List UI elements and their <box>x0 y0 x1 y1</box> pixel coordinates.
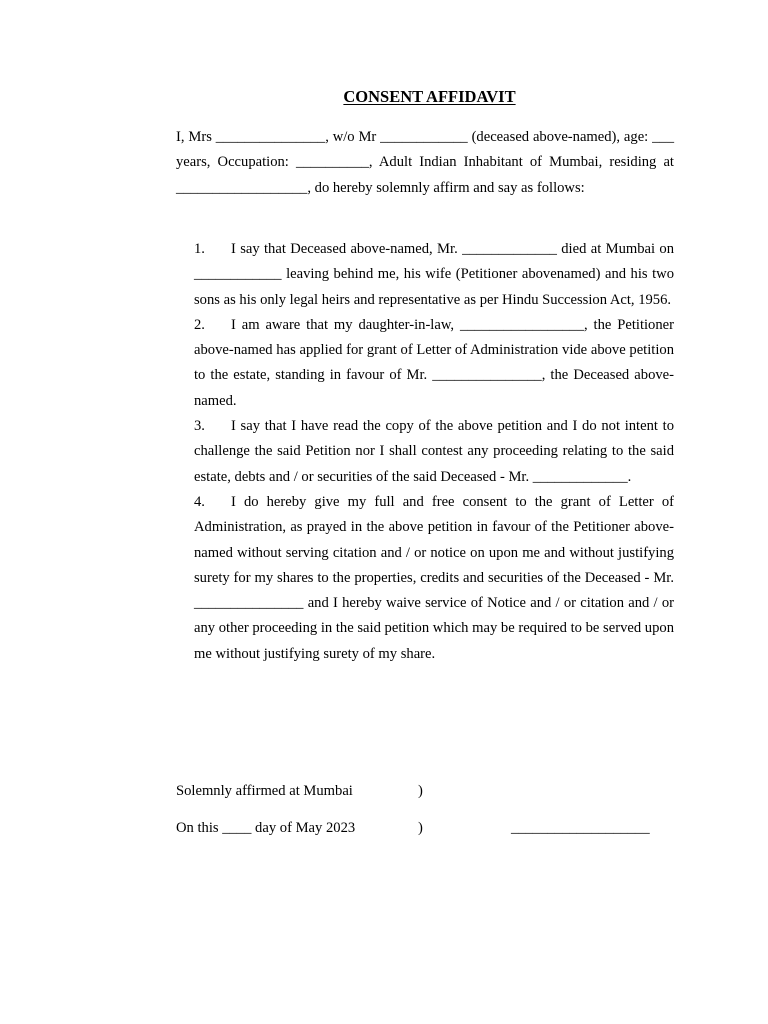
document-title <box>0 87 768 107</box>
clause-text: I am aware that my daughter-in-law, _________________, the Petitioner above-named has applied for grant of Letter of Administration vide above petition to the estate, standing in favour of Mr. _______________, the Deceased above-named. <box>194 316 674 409</box>
clause-text: I do hereby give my full and free consent to the grant of Letter of Administration, as prayed in the above petition in favour of the Petitioner above-named without serving citation and / or notice on upon me and without justifying surety for my shares to the properties, credits and securities of the Deceased - Mr. _______________ and I hereby waive service of Notice and / or citation and / or any other proceeding in the said petition which may be required to be served upon me without justifying surety of my share. <box>194 493 674 662</box>
clause-2 <box>194 313 674 414</box>
clause-number: 1. <box>194 241 205 257</box>
clause-1 <box>194 237 674 313</box>
clause-number: 3. <box>194 418 205 435</box>
document-title-text: CONSENT AFFIDAVIT <box>343 87 516 106</box>
clause-number: 4. <box>194 493 205 510</box>
intro-paragraph: I, Mrs _______________, w/o Mr ____________ (deceased above-named), age: ___ years, Occupation: __________, Adult Indian Inhabitant of Mumbai, residing at __________________, do hereby solemnly affirm and say as follows: <box>176 129 674 196</box>
clause-number: 2. <box>194 316 205 333</box>
affirmed-at-label: Solemnly affirmed at Mumbai <box>176 783 353 799</box>
bracket: ) <box>418 783 423 799</box>
affidavit-clauses <box>194 237 674 667</box>
clause-3 <box>194 414 674 490</box>
clause-text: I say that I have read the copy of the above petition and I do not intent to challenge the said Petition nor I shall contest any proceeding relating to the said estate, debts and / or securities of the said Deceased - Mr. _____________. <box>194 418 674 485</box>
signature-line: ___________________ <box>511 820 650 836</box>
clause-4 <box>194 490 674 667</box>
date-label: On this ____ day of May 2023 <box>176 820 356 836</box>
bracket: ) <box>418 820 423 836</box>
clause-text: I say that Deceased above-named, Mr. _____________ died at Mumbai on ____________ leaving behind me, his wife (Petitioner abovenamed) and his two sons as his only legal heirs and representative as per Hindu Succession Act, 1956. <box>194 241 674 308</box>
